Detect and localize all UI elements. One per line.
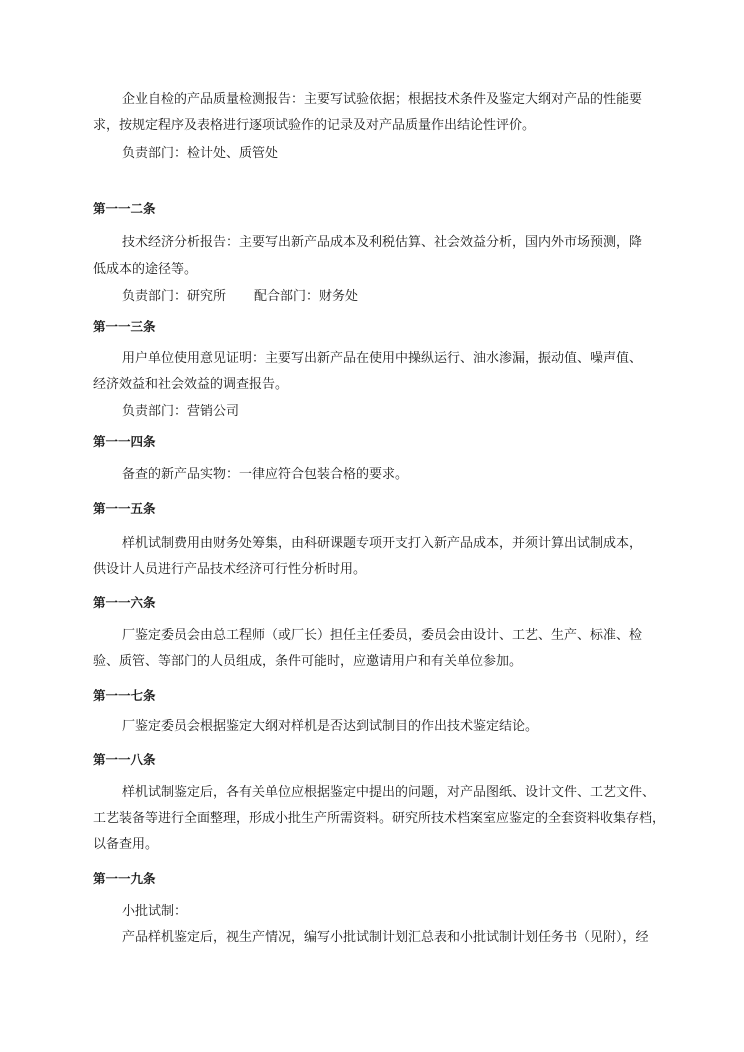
article-113-heading: 第一一三条 (93, 319, 156, 334)
intro-dept: 负责部门：检计处、质管处 (122, 146, 279, 161)
article-119-line-2: 产品样机鉴定后，视生产情况，编写小批试制计划汇总表和小批试制计划任务书（见附），经 (122, 930, 649, 945)
article-116-heading: 第一一六条 (93, 595, 156, 610)
article-116-line-2: 验、质管、等部门的人员组成，条件可能时，应邀请用户和有关单位参加。 (93, 654, 523, 669)
article-118-heading: 第一一八条 (93, 752, 156, 767)
article-114-heading: 第一一四条 (93, 434, 156, 449)
article-117-heading: 第一一七条 (93, 688, 156, 703)
intro-line-1: 企业自检的产品质量检测报告：主要写试验依据；根据技术条件及鉴定大纲对产品的性能要 (122, 92, 643, 107)
intro-line-2: 求，按规定程序及表格进行逐项试验作的记录及对产品质量作出结论性评价。 (93, 118, 536, 133)
article-112-dept (122, 288, 358, 306)
article-119-heading: 第一一九条 (93, 871, 156, 886)
article-115-line-2: 供设计人员进行产品技术经济可行性分析时用。 (93, 562, 367, 577)
article-115-line-1: 样机试制费用由财务处筹集，由科研课题专项开支打入新产品成本，并须计算出试制成本， (122, 536, 643, 551)
article-112-line-2: 低成本的途径等。 (93, 262, 198, 277)
article-112-heading: 第一一二条 (93, 201, 156, 216)
article-112-line-1: 技术经济分析报告：主要写出新产品成本及利税估算、社会效益分析，国内外市场预测，降 (122, 235, 643, 250)
article-112-dept-primary: 负责部门：研究所 (122, 289, 227, 304)
article-114-line-1: 备查的新产品实物：一律应符合包装合格的要求。 (122, 467, 409, 482)
article-115-heading: 第一一五条 (93, 501, 156, 516)
article-118-line-1: 样机试制鉴定后，各有关单位应根据鉴定中提出的问题，对产品图纸、设计文件、工艺文件、 (122, 785, 656, 800)
article-116-line-1: 厂鉴定委员会由总工程师（或厂长）担任主任委员，委员会由设计、工艺、生产、标准、检 (122, 628, 643, 643)
article-118-line-2: 工艺装备等进行全面整理，形成小批生产所需资料。研究所技术档案室应鉴定的全套资料收集存档， (93, 811, 666, 826)
article-119-line-1: 小批试制： (122, 904, 188, 919)
article-117-line-1: 厂鉴定委员会根据鉴定大纲对样机是否达到试制目的作出技术鉴定结论。 (122, 719, 539, 734)
article-113-line-1: 用户单位使用意见证明：主要写出新产品在使用中操纵运行、油水渗漏，振动值、噪声值、 (122, 351, 643, 366)
article-113-dept: 负责部门：营销公司 (122, 404, 240, 419)
article-113-line-2: 经济效益和社会效益的调查报告。 (93, 377, 289, 392)
article-118-line-3: 以备查用。 (93, 837, 159, 852)
article-112-dept-secondary: 配合部门：财务处 (254, 289, 359, 304)
